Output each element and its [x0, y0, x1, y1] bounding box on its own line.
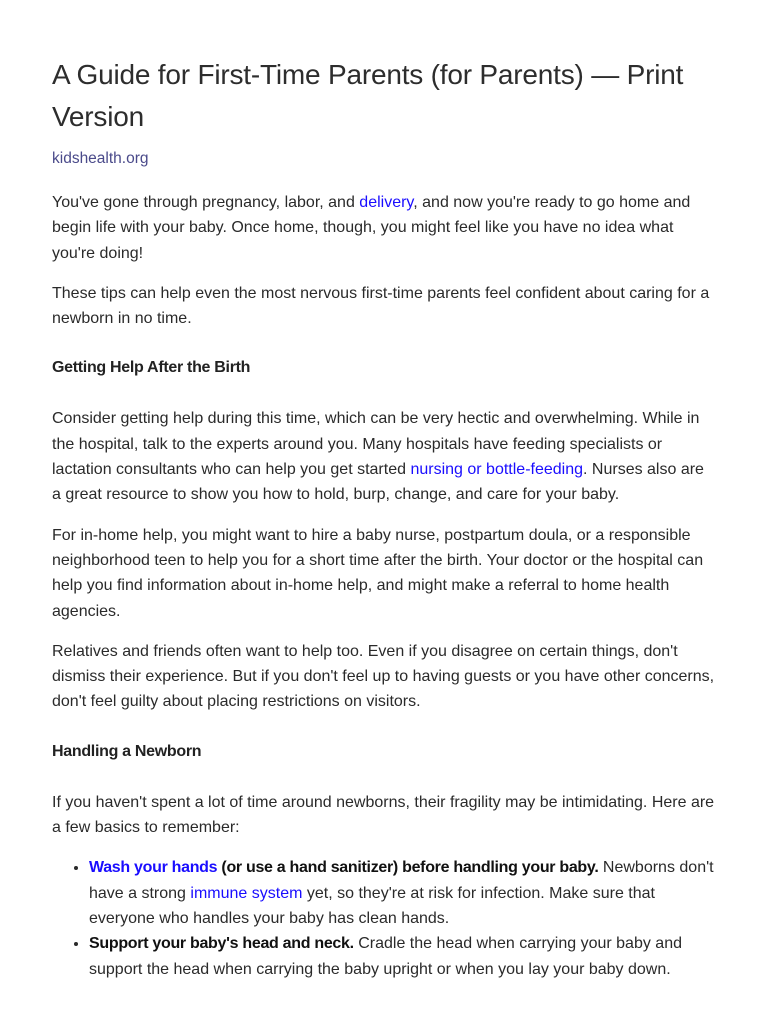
- source-link[interactable]: kidshealth.org: [52, 150, 149, 167]
- tip-bold: [89, 859, 598, 876]
- list-item: [89, 855, 716, 931]
- wash-hands-link[interactable]: Wash your hands: [89, 859, 218, 877]
- tip-text-a: Cradle the head when carrying your baby and support the head when carrying the baby upright or when you lay your baby down.: [89, 935, 682, 978]
- nursing-bottle-feeding-link[interactable]: nursing or bottle-feeding: [410, 461, 584, 479]
- page-title: A Guide for First-Time Parents (for Parents) — Print Version: [52, 59, 684, 132]
- section-heading-handling: Handling a Newborn: [52, 742, 202, 760]
- intro-paragraph-1: [52, 190, 716, 266]
- list-item: [89, 931, 716, 982]
- tips-list: [52, 855, 716, 981]
- help-text-a: Consider getting help during this time, which can be very hectic and overwhelming. While in the hospital, talk to the experts around you. Many hospitals have feeding specialists or lactation consultants who can help you get started: [52, 410, 700, 479]
- handling-paragraph-1: If you haven't spent a lot of time around newborns, their fragility may be intimidating. Here are a few basics to remember:: [52, 793, 715, 837]
- help-paragraph-2: For in-home help, you might want to hire a baby nurse, postpartum doula, or a responsible neighborhood teen to help you for a short time after the birth. Your doctor or the hospital can help you find information about in-home help, and might make a referral to home health agencies.: [52, 526, 704, 620]
- section-heading-help: Getting Help After the Birth: [52, 359, 251, 377]
- tip-text-b: yet, so they're at risk for infection. Make sure that everyone who handles your baby has clean hands.: [89, 884, 655, 927]
- intro-paragraph-2: These tips can help even the most nervous first-time parents feel confident about caring for a newborn in no time.: [52, 284, 710, 328]
- tip-text-a: Newborns don't have a strong: [89, 859, 714, 902]
- help-paragraph-3: Relatives and friends often want to help too. Even if you disagree on certain things, don't dismiss their experience. But if you don't feel up to having guests or you have other concerns, don't feel guilty about placing restrictions on visitors.: [52, 642, 715, 711]
- intro-text-a: You've gone through pregnancy, labor, and: [52, 194, 360, 211]
- immune-system-link[interactable]: immune system: [190, 884, 303, 902]
- intro-text-b: , and now you're ready to go home and begin life with your baby. Once home, though, you might feel like you have no idea what you're doing!: [52, 194, 691, 262]
- help-text-b: . Nurses also are a great resource to show you how to hold, burp, change, and care for your baby.: [52, 461, 704, 504]
- tip-bold: Support your baby's head and neck.: [89, 935, 354, 953]
- tip-bold-text: (or use a hand sanitizer) before handling your baby.: [217, 859, 599, 877]
- help-paragraph-1: [52, 406, 716, 507]
- delivery-link[interactable]: delivery: [359, 194, 414, 211]
